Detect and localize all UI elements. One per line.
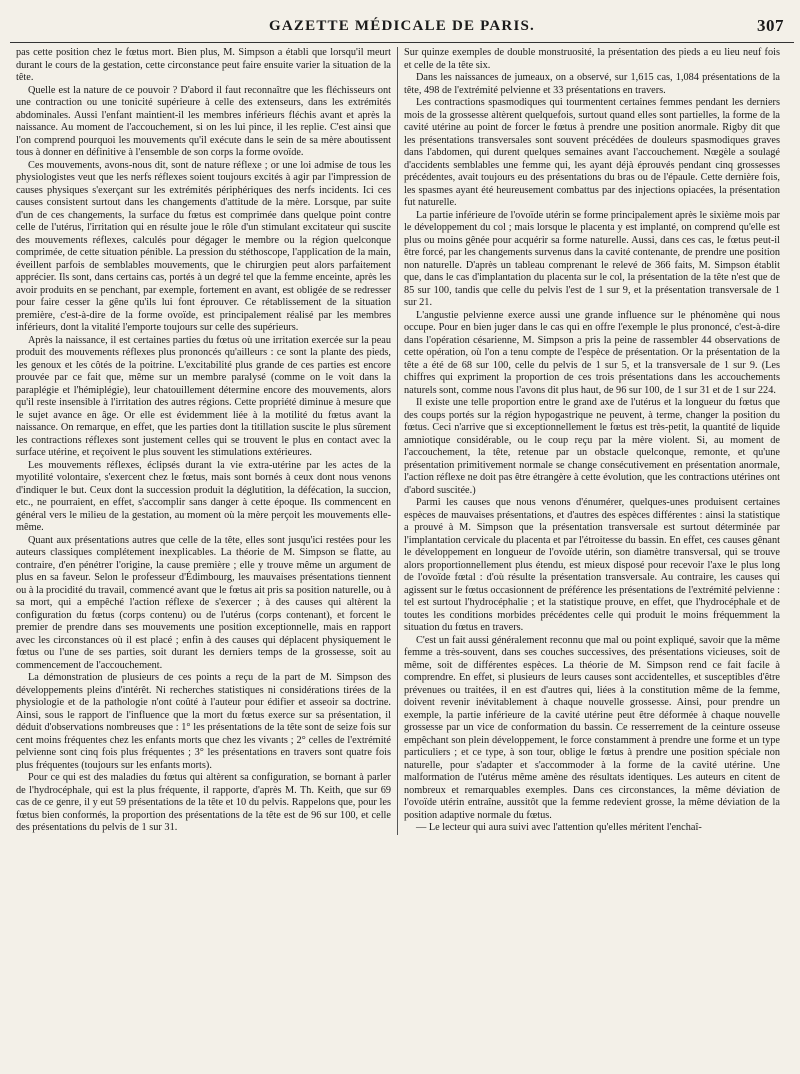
- paragraph: Parmi les causes que nous venons d'énumérer, quelques-unes produisent certaines espèces de mauvaises présentations, et d'autres des espèces différentes : ainsi la statistique a prouvé à M. Simpson que la présentation transversale est surtout déterminée par l'implantation cervicale du placenta et par l'étroitesse du bassin. En effet, ces causes gênant le développement en longueur de l'ovoïde utérin, son diamètre transversal, qui se trouve alors proportionnellement plus étendu, est mieux disposé pour recevoir l'axe le plus long de l'ovoïde fœtal : d'où résulte la présentation transversale. Au contraire, les causes qui agissent sur le fœtus occasionnent de préférence les présentations de l'extrémité pelvienne : tel est surtout l'hydrocéphalie ; et la statistique prouve, en effet, que l'hydrocéphale et de toutes les conditions morbides précédentes celle qui produit le moins fréquemment la situation du fœtus en travers.: [404, 497, 780, 633]
- page-number: 307: [757, 16, 784, 35]
- paragraph: Quant aux présentations autres que celle de la tête, elles sont jusqu'ici restées pour les auteurs classiques complétement inexplicables. La théorie de M. Simpson se flatte, au contraire, d'en pénétrer l'origine, la cause première ; elle y trouve même un argument de plus en sa faveur. Selon le professeur d'Édimbourg, les mauvaises présentations tiennent ou à la procidité du travail, commencé avant que le fœtus ait pris sa position naturelle, ou à sa mort, qui a empêché l'action réflexe de s'exercer ; à des causes qui altèrent la configuration du fœtus (corps contenu) ou de l'utérus (corps contenant), et forcent le premier de prendre dans ses mouvements une position exceptionnelle, mais en rapport avec les circonstances où il est placé ; enfin à des causes qui déplacent physiquement le fœtus ou l'une de ses parties, soit durant les derniers temps de la grossesse, soit au commencement de l'accouchement.: [16, 534, 391, 671]
- paragraph: Il existe une telle proportion entre le grand axe de l'utérus et la longueur du fœtus que des coups portés sur la région hypogastrique ne peuvent, à terme, changer la position du fœtus. Ceci n'arrive que si exceptionnellement le fœtus est très-petit, la quantité de liquide amniotique considérable, ou le coup reçu par la mère violent. Si, au moment de l'accouchement, la tête, retenue par un obstacle quelconque, remonte, et qu'une présentation primitivement normale se change consécutivement en présentation anormale, l'action réflexe ne doit pas être étrangère à cette évolution, que les contractions utérines ont d'abord suscitée.): [404, 397, 780, 496]
- page-header: [10, 14, 794, 40]
- paragraph: Après la naissance, il est certaines parties du fœtus où une irritation exercée sur la peau produit des mouvements réflexes plus prononcés qu'ailleurs : ce sont la plante des pieds, les genoux et les côtés de la poitrine. L'excitabilité plus grande de ces parties est encore prouvée par ce fait que, même sur un membre paralysé (comme on le voit dans la paraplégie et l'hémiplégie), leur chatouillement détermine encore des mouvements, alors qu'il reste insensible à l'irritation des autres régions. Cette propriété diminue à mesure que le sujet avance en âge. Or elle est évidemment liée à la motilité du fœtus avant la naissance. On remarque, en effet, que les parties dont la titillation suscite le plus sûrement les contractions réflexes sont justement celles qui se trouvent le plus en contact avec la surface utérine, et reçoivent le plus souvent les stimulations extérieures.: [16, 334, 391, 458]
- paragraph: Les mouvements réflexes, éclipsés durant la vie extra-utérine par les actes de la myotilité volontaire, s'exercent chez le fœtus, mais sont bornés à ceux dont nous venons d'indiquer le but. Ceux dont la succession produit la déglutition, la défécation, la succion, etc., ne pourraient, en effet, s'accomplir sans danger à cette époque. Ils commencent en général vers le milieu de la gestation, au moment où la mère perçoit les mouvements elle-même.: [16, 459, 391, 533]
- paragraph: C'est un fait aussi généralement reconnu que mal ou point expliqué, savoir que la même femme a très-souvent, dans ses couches successives, des présentations vicieuses, soit de même, soit de différentes espèces. La théorie de M. Simpson rend ce fait facile à comprendre. En effet, si plusieurs de leurs causes sont accidentelles, et susceptibles d'être prévenues ou traitées, il en est d'autres qui, liées à la constitution même de la femme, doivent revenir inévitablement à chaque nouvelle grossesse. Ainsi, pour prendre un exemple, la partie inférieure de la cavité utérine peut être déformée à chaque nouvelle grossesse par un vice de conformation du bassin. Ce resserrement de la ceinture osseuse empêchant son plein développement, le force constamment à prendre une forme et un type particuliers ; et ce type, à son tour, oblige le fœtus à prendre une position spéciale non naturelle, pour s'adapter et s'accommoder à la forme de la cavité utérine. Une malformation de l'utérus même amène des résultats identiques. Les auteurs en citent de nombreux et remarquables exemples. Dans ces circonstances, la même déviation de l'ovoïde utérin entraîne, aussitôt que la femme redevient grosse, la même déviation de la position adaptive normale du fœtus.: [404, 634, 780, 821]
- left-column: [10, 47, 398, 835]
- paragraph: Pour ce qui est des maladies du fœtus qui altèrent sa configuration, se bornant à parler de l'hydrocéphale, qui est la plus fréquente, il rapporte, d'après M. Th. Keith, que sur 69 cas de ce genre, il y eut 59 présentations de la tête et 10 du pelvis. Rappelons que, pour les fœtus bien conformés, la proportion des présentations de la tête est de 96 sur 100, et celle des présentations du pelvis de 1 sur 31.: [16, 772, 391, 833]
- paragraph: Les contractions spasmodiques qui tourmentent certaines femmes pendant les derniers mois de la grossesse altèrent quelquefois, surtout quand elles sont partielles, la forme de la cavité utérine au point de forcer le fœtus à prendre une position anormale. Rigby dit que les présentations transversales sont souvent précédées de douleurs spasmodiques graves dans l'abdomen, qui durent quelques semaines avant l'accouchement. Nœgèle a soulagé d'accidents semblables une femme qui, les ayant déjà éprouvés pendant cinq grossesses précédentes, avait toujours eu des présentations du bras ou de l'épaule. Cette dernière fois, les spasmes ayant été heureusement combattus par des injections opiacées, la présentation fut naturelle.: [404, 97, 780, 208]
- paragraph: Dans les naissances de jumeaux, on a observé, sur 1,615 cas, 1,084 présentations de la tête, 498 de l'extrémité pelvienne et 33 présentations en travers.: [404, 72, 780, 96]
- right-column: [398, 47, 786, 835]
- paragraph: L'angustie pelvienne exerce aussi une grande influence sur le phénomène qui nous occupe. Pour en bien juger dans le cas qui en offre l'exemple le plus prononcé, c'est-à-dire dans l'opération césarienne, M. Simpson a pris la peine de rassembler 44 observations de cette opération, où l'on a tenu compte de l'espèce de présentation. Or la présentation de la tête a été de 68 sur 100, celle du pelvis de 1 sur 5, et la transversale de 1 sur 9. (Les chiffres qui expriment la proportion de ces trois présentations dans les accouchements naturels sont, comme nous l'avons dit plus haut, de 96 sur 100, de 1 sur 31 et de 1 sur 224.: [404, 309, 780, 396]
- text-columns: [10, 47, 794, 835]
- paragraph: pas cette position chez le fœtus mort. Bien plus, M. Simpson a établi que lorsqu'il meurt durant le cours de la gestation, cette circonstance peut faire ensuite varier la situation de la tête.: [16, 47, 391, 83]
- paragraph: La partie inférieure de l'ovoïde utérin se forme principalement après le sixième mois par le développement du col ; mais lorsque le placenta y est implanté, on comprend qu'elle est plus ou moins gênée pour acquérir sa forme naturelle. Aussi, dans ces cas, le fœtus peut-il être forcé, par les changements survenus dans la cavité contenante, de prendre une position non naturelle. D'après un tableau comprenant le relevé de 366 faits, M. Simpson établit que, dans le cas d'implantation du placenta sur le col, la présentation de la tête n'est que de 85 sur 100, tandis que celle du pelvis l'est de 1 sur 9, et la présentation transversale de 1 sur 21.: [404, 209, 780, 308]
- paragraph: Sur quinze exemples de double monstruosité, la présentation des pieds a eu lieu neuf fois et celle de la tête six.: [404, 47, 780, 71]
- paragraph: La démonstration de plusieurs de ces points a reçu de la part de M. Simpson des développements pleins d'intérêt. Ni recherches statistiques ni considérations tirées de la physiologie et de la pathologie n'ont coûté à l'auteur pour édifier et asseoir sa doctrine. Ainsi, sous le rapport de l'influence que la mort du fœtus exerce sur sa présentation, il déduit d'observations nombreuses que : 1° les présentations de la tête sont de seize fois sur cent moins fréquentes chez les enfants morts que chez les vivants ; 2° celles de l'extrémité pelvienne sont cinq fois plus fréquentes ; 3° les présentations en travers sont quatre fois plus fréquentes (toujours sur les enfants morts).: [16, 672, 391, 771]
- header-rule: [10, 42, 794, 43]
- paragraph: Quelle est la nature de ce pouvoir ? D'abord il faut reconnaître que les fléchisseurs ont une contraction ou une tonicité supérieure à celle des extenseurs, dans les extrémités abdominales. Aussi l'enfant maintient-il les membres inférieurs fléchis avant et après la naissance. Au moment de l'accouchement, si on les lui pince, il les replie. C'est ainsi que l'on comprend pourquoi les mouvements qu'il exécute dans le sein de sa mère aboutissent tous à donner en définitive à l'ensemble de son corps la forme ovoïde.: [16, 84, 391, 158]
- paragraph: — Le lecteur qui aura suivi avec l'attention qu'elles méritent l'enchaî-: [416, 822, 702, 833]
- journal-title: GAZETTE MÉDICALE DE PARIS.: [269, 18, 535, 34]
- paragraph: Ces mouvements, avons-nous dit, sont de nature réflexe ; or une loi admise de tous les physiologistes veut que les nerfs réflexes soient toujours excités à agir par l'impression de causes physiques s'exerçant sur les extrémités périphériques des nerfs incidents. Ici ces causes consistent surtout dans les changements d'attitude de la mère. Lorsque, par suite d'un de ces changements, la surface du fœtus est comprimée dans quelque point contre celle de l'utérus, l'irritation qui en résulte joue le rôle d'un stimulant excitateur qui suscite des mouvements réflexes, calculés pour dégager le membre ou la région quelconque comprimée, de cette situation pénible. La pression du stéthoscope, l'application de la main, éveillent parfois de semblables mouvements, que le chirurgien peut alors parfaitement apprécier. Ils sont, dans certains cas, portés à un degré tel que la femme enceinte, après les avoir produits en se penchant, par exemple, fortement en avant, est obligée de se redresser pour faire cesser la gêne qu'ils lui font éprouver. Ce rétablissement de la situation première, c'est-à-dire de la forme ovoïde, est principalement réalisé par les membres inférieurs, dont la vitalité l'emporte toujours sur celle des supérieurs.: [16, 159, 391, 333]
